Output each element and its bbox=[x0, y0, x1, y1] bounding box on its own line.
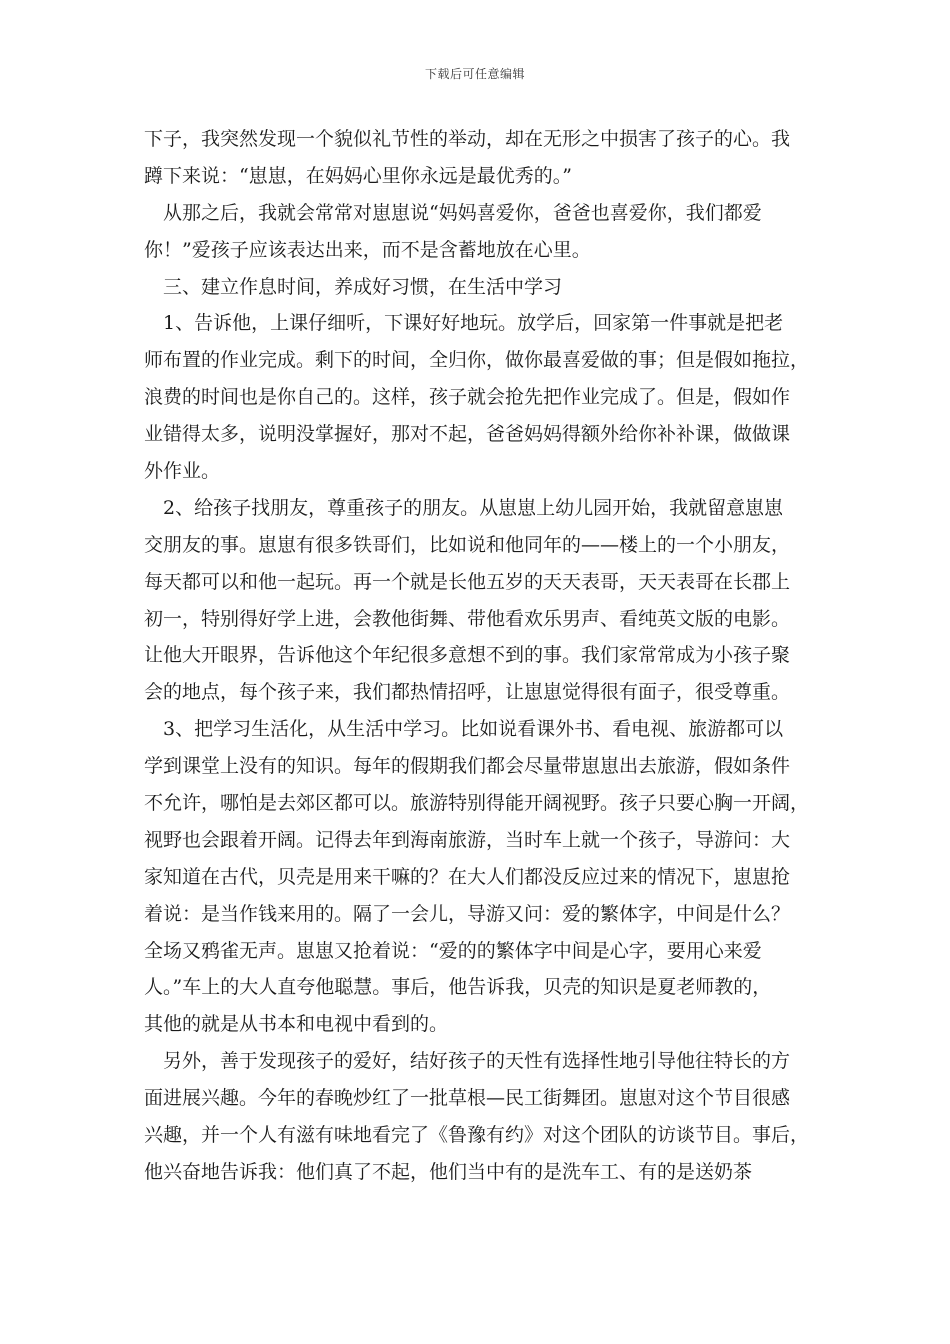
text-line: 兴趣，并一个人有滋有味地看完了《鲁豫有约》对这个团队的访谈节目。事后， bbox=[144, 1124, 810, 1147]
text-line: 2、给孩子找朋友，尊重孩子的朋友。从崽崽上幼儿园开始，我就留意崽崽 bbox=[144, 496, 784, 519]
text-line: 从那之后，我就会常常对崽崽说“妈妈喜爱你，爸爸也喜爱你，我们都爱 bbox=[144, 201, 762, 224]
text-line: 家知道在古代，贝壳是用来干嘛的？在大人们都没反应过来的情况下，崽崽抢 bbox=[144, 865, 791, 888]
section-heading: 三、建立作息时间，养成好习惯，在生活中学习 bbox=[144, 275, 563, 298]
text-line: 面进展兴趣。今年的春晚炒红了一批草根—民工街舞团。崽崽对这个节目很感 bbox=[144, 1087, 791, 1110]
text-line: 视野也会跟着开阔。记得去年到海南旅游，当时车上就一个孩子，导游问：大 bbox=[144, 828, 791, 851]
text-line: 他兴奋地告诉我：他们真了不起，他们当中有的是洗车工、有的是送奶茶 bbox=[144, 1160, 753, 1183]
text-line: 学到课堂上没有的知识。每年的假期我们都会尽量带崽崽出去旅游，假如条件 bbox=[144, 755, 791, 778]
text-line: 交朋友的事。崽崽有很多铁哥们，比如说和他同年的——楼上的一个小朋友， bbox=[144, 533, 791, 556]
text-line: 人。”车上的大人直夸他聪慧。事后，他告诉我，贝壳的知识是夏老师教的， bbox=[144, 976, 772, 999]
text-line: 初一，特别得好学上进，会教他街舞、带他看欢乐男声、看纯英文版的电影。 bbox=[144, 607, 791, 630]
text-line: 每天都可以和他一起玩。再一个就是长他五岁的天天表哥，天天表哥在长郡上 bbox=[144, 570, 791, 593]
text-line: 业错得太多，说明没掌握好，那对不起，爸爸妈妈得额外给你补补课，做做课 bbox=[144, 423, 791, 446]
text-line: 师布置的作业完成。剩下的时间，全归你，做你最喜爱做的事；但是假如拖拉， bbox=[144, 349, 810, 372]
page-header: 下载后可任意编辑 bbox=[424, 67, 525, 81]
text-line: 你！”爱孩子应该表达出来，而不是含蓄地放在心里。 bbox=[144, 238, 591, 261]
text-line: 外作业。 bbox=[144, 460, 221, 483]
text-line: 不允许，哪怕是去郊区都可以。旅游特别得能开阔视野。孩子只要心胸一开阔， bbox=[144, 792, 810, 815]
text-line: 另外，善于发现孩子的爱好，结好孩子的天性有选择性地引导他往特长的方 bbox=[144, 1050, 791, 1073]
text-line: 让他大开眼界，告诉他这个年纪很多意想不到的事。我们家常常成为小孩子聚 bbox=[144, 644, 791, 667]
text-line: 会的地点，每个孩子来，我们都热情招呼，让崽崽觉得很有面子，很受尊重。 bbox=[144, 681, 791, 704]
text-line: 浪费的时间也是你自己的。这样，孩子就会抢先把作业完成了。但是，假如作 bbox=[144, 386, 791, 409]
text-line: 下子，我突然发现一个貌似礼节性的举动，却在无形之中损害了孩子的心。我 bbox=[144, 128, 791, 150]
text-line: 全场又鸦雀无声。崽崽又抢着说：“爱的的繁体字中间是心字，要用心来爱 bbox=[144, 939, 762, 962]
text-line: 1、告诉他，上课仔细听，下课好好地玩。放学后，回家第一件事就是把老 bbox=[144, 312, 784, 335]
document-body bbox=[144, 121, 808, 1191]
text-line: 3、把学习生活化，从生活中学习。比如说看课外书、看电视、旅游都可以 bbox=[144, 718, 784, 741]
text-line: 蹲下来说：“崽崽，在妈妈心里你永远是最优秀的。” bbox=[144, 164, 572, 187]
text-line: 其他的就是从书本和电视中看到的。 bbox=[144, 1013, 449, 1036]
text-line: 着说：是当作钱来用的。隔了一会儿，导游又问：爱的繁体字，中间是什么？ bbox=[144, 902, 791, 925]
